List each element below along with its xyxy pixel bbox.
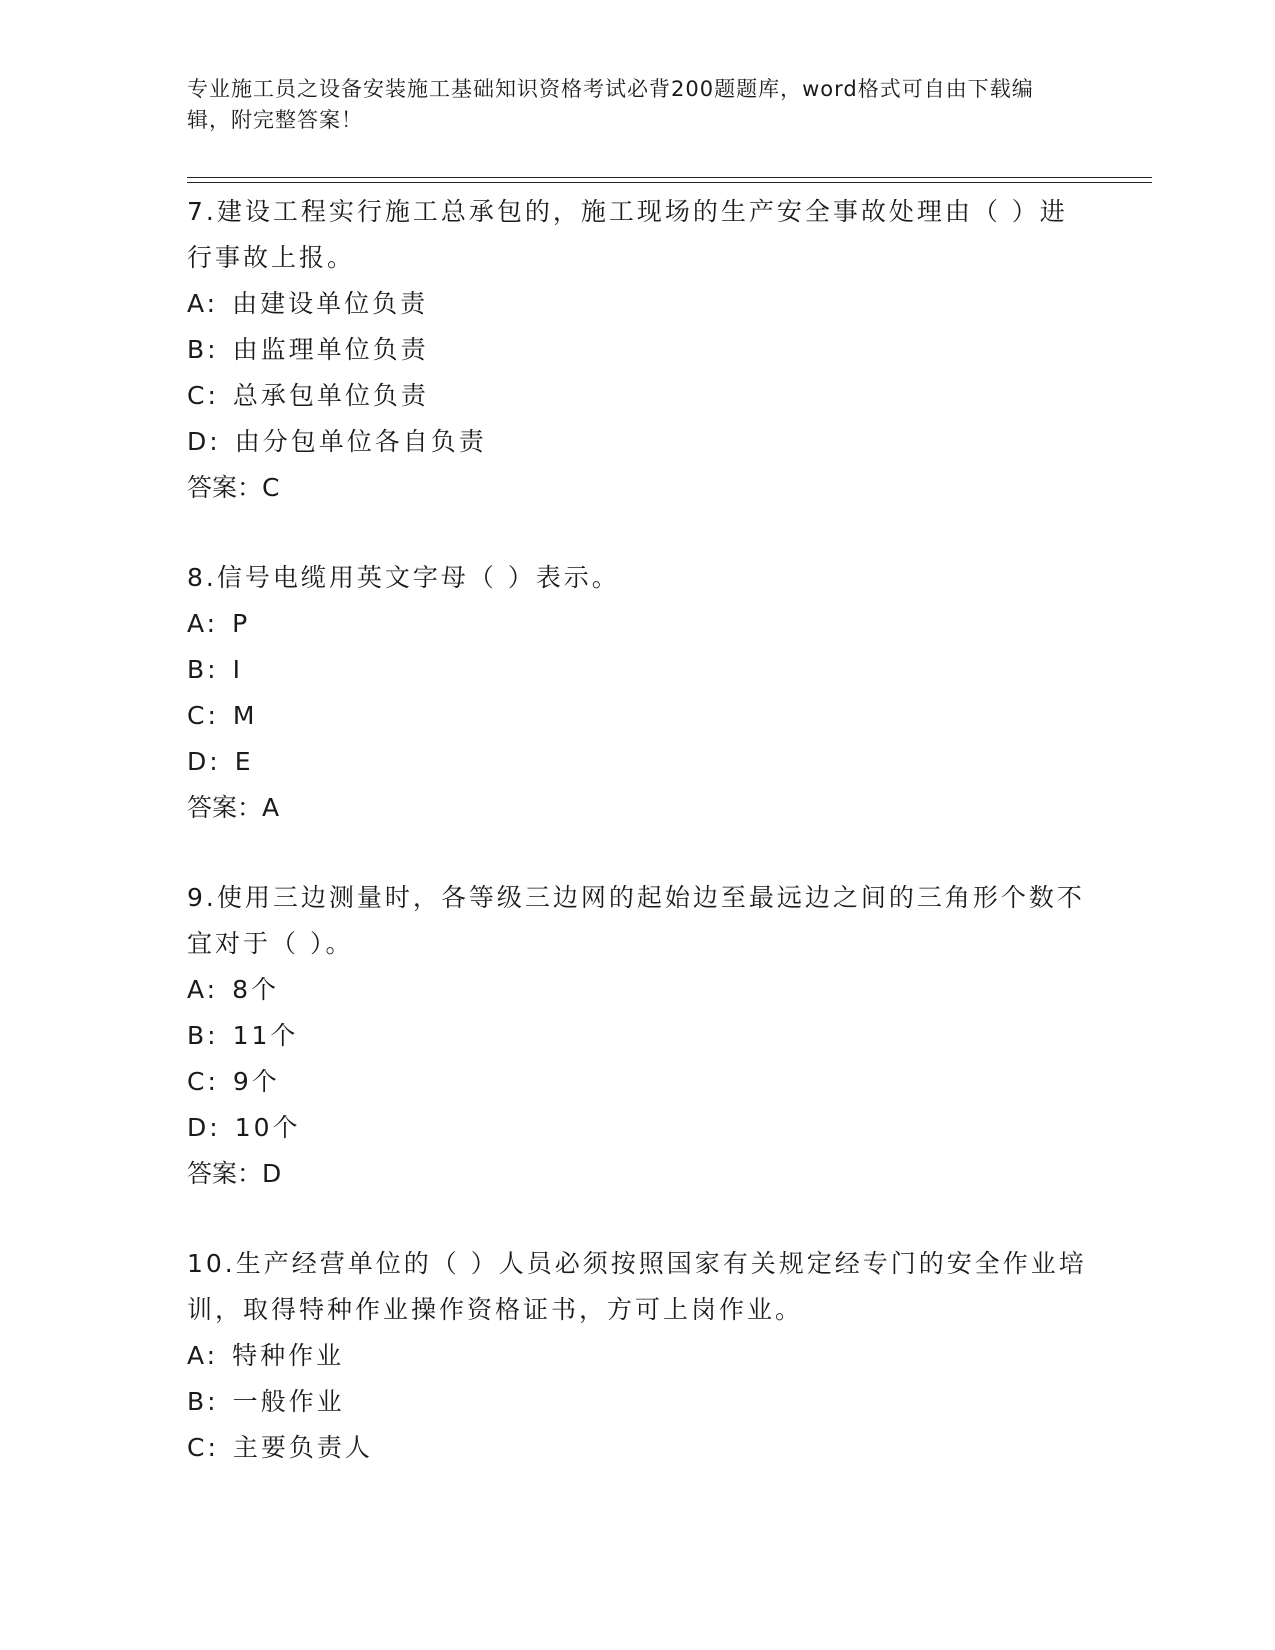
option-b [187,1013,1087,1059]
answer-line: 答案：D [187,1159,282,1188]
question-9 [187,875,1087,1197]
option-letter: B: [187,335,219,364]
option-text: 总承包单位负责 [232,381,429,410]
option-b [187,647,1087,693]
question-stem: 9.使用三边测量时，各等级三边网的起始边至最远边之间的三角形个数不宜对于（ ）。 [187,883,1085,958]
question-stem: 8.信号电缆用英文字母（ ）表示。 [187,563,620,592]
option-text: I [232,655,243,684]
question-stem: 10.生产经营单位的（ ）人员必须按照国家有关规定经专门的安全作业培训，取得特种作业操作资格证书，方可上岗作业。 [187,1249,1087,1324]
option-letter: A: [187,975,219,1004]
option-a [187,601,1087,647]
option-letter: B: [187,1021,219,1050]
option-letter: C: [187,701,219,730]
option-c [187,1425,1087,1471]
question-list [187,189,1087,1515]
document-header: 专业施工员之设备安装施工基础知识资格考试必背200题题库，word格式可自由下载编辑，附完整答案！ [187,77,1034,132]
option-letter: A: [187,1341,219,1370]
question-stem: 7.建设工程实行施工总承包的，施工现场的生产安全事故处理由（ ）进行事故上报。 [187,197,1068,272]
question-7 [187,189,1087,511]
option-letter: D: [187,427,221,456]
option-letter: A: [187,609,219,638]
option-letter: C: [187,381,219,410]
header-divider-bottom [187,182,1152,183]
question-10 [187,1241,1087,1471]
option-letter: A: [187,289,219,318]
option-text: M [232,701,258,730]
option-c [187,373,1087,419]
option-letter: B: [187,655,219,684]
question-8 [187,555,1087,831]
header-divider-top [187,177,1152,178]
option-a [187,1333,1087,1379]
option-d [187,419,1087,465]
option-text: 8个 [232,975,279,1004]
option-b [187,1379,1087,1425]
option-text: 由建设单位负责 [232,289,429,318]
option-text: 由分包单位各自负责 [234,427,487,456]
option-c [187,1059,1087,1105]
option-letter: B: [187,1387,219,1416]
option-text: P [232,609,251,638]
option-text: 9个 [232,1067,280,1096]
answer-line: 答案：A [187,793,280,822]
option-text: 一般作业 [232,1387,345,1416]
option-letter: C: [187,1433,219,1462]
option-a [187,967,1087,1013]
option-text: 10个 [234,1113,301,1142]
option-d [187,739,1087,785]
option-letter: C: [187,1067,219,1096]
option-a [187,281,1087,327]
option-text: 11个 [232,1021,299,1050]
option-d [187,1105,1087,1151]
option-c [187,693,1087,739]
option-text: 主要负责人 [232,1433,373,1462]
option-text: 特种作业 [232,1341,345,1370]
answer-line: 答案：C [187,473,280,502]
option-letter: D: [187,1113,221,1142]
option-text: E [234,747,254,776]
option-text: 由监理单位负责 [232,335,429,364]
option-b [187,327,1087,373]
option-letter: D: [187,747,221,776]
